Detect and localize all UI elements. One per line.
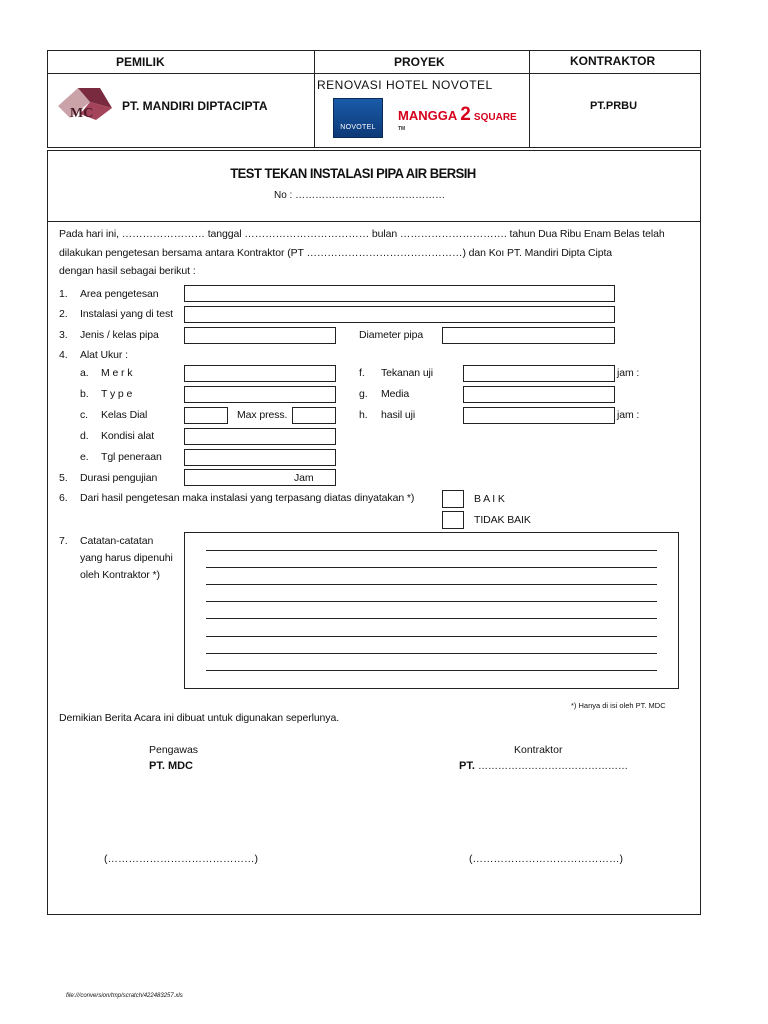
project-name: RENOVASI HOTEL NOVOTEL: [317, 78, 493, 92]
item-7-number: 7.: [59, 535, 68, 547]
catatan-line: [206, 636, 657, 637]
baik-label: B A I K: [474, 493, 505, 505]
signature-right-company: [459, 760, 628, 772]
header-divider-v2: [529, 50, 530, 148]
catatan-line: [206, 550, 657, 551]
footnote: *) Hanya di isi oleh PT. MDC: [571, 701, 666, 710]
type-field[interactable]: [184, 386, 336, 403]
catatan-line: [206, 653, 657, 654]
catatan-line: [206, 670, 657, 671]
item-1-label: Area pengetesan: [80, 288, 159, 300]
item-b-label: T y p e: [101, 388, 133, 400]
item-d-label: Kondisi alat: [101, 430, 155, 442]
signature-right-role: Kontraktor: [514, 744, 563, 756]
item-b-letter: b.: [80, 388, 89, 400]
item-c-label: Kelas Dial: [101, 409, 148, 421]
item-e-label: Tgl peneraan: [101, 451, 162, 463]
tekanan-uji-unit: jam :: [617, 367, 640, 379]
intro-line-2: dilakukan pengetesan bersama antara Kontraktor (PT ………………………………………) dan Koı PT. Mandiri Dipta Cipta: [59, 247, 613, 259]
mangga-logo: [398, 104, 518, 134]
diameter-pipa-label: Diameter pipa: [359, 329, 424, 341]
project-label: PROYEK: [394, 55, 445, 69]
tgl-peneraan-field[interactable]: [184, 449, 336, 466]
item-5-label: Durasi pengujian: [80, 472, 158, 484]
max-press-field[interactable]: [292, 407, 336, 424]
jenis-kelas-pipa-field[interactable]: [184, 327, 336, 344]
item-d-letter: d.: [80, 430, 89, 442]
item-g-letter: g.: [359, 388, 368, 400]
item-e-letter: e.: [80, 451, 89, 463]
form-title: TEST TEKAN INSTALASI PIPA AIR BERSIH: [230, 165, 476, 182]
item-2-number: 2.: [59, 308, 68, 320]
catatan-line: [206, 601, 657, 602]
catatan-line: [206, 584, 657, 585]
hasil-uji-field[interactable]: [463, 407, 615, 424]
kelas-dial-field[interactable]: [184, 407, 228, 424]
signature-right-company-prefix: PT.: [459, 760, 475, 772]
owner-name: PT. MANDIRI DIPTACIPTA: [122, 99, 268, 113]
mc-logo-text: MC: [70, 106, 94, 121]
durasi-unit: Jam: [294, 472, 314, 484]
signature-left-blank: (……………………………………): [104, 853, 258, 865]
tidak-baik-label: TIDAK BAIK: [474, 514, 531, 526]
media-field[interactable]: [463, 386, 615, 403]
mangga-logo-num: 2: [460, 104, 471, 125]
item-4-number: 4.: [59, 349, 68, 361]
item-7-label-1: Catatan-catatan: [80, 535, 154, 547]
header-divider-h: [47, 73, 701, 74]
item-1-number: 1.: [59, 288, 68, 300]
novotel-logo-text: NOVOTEL: [340, 124, 376, 131]
item-6-number: 6.: [59, 492, 68, 504]
closing-statement: Demikian Berita Acara ini dibuat untuk digunakan seperlunya.: [59, 712, 340, 724]
catatan-line: [206, 618, 657, 619]
tidak-baik-checkbox[interactable]: [442, 511, 464, 529]
file-path: file:///conversion/tmp/scratch/422483257.xls: [66, 993, 183, 999]
signature-left-company: PT. MDC: [149, 760, 193, 772]
area-pengetesan-field[interactable]: [184, 285, 615, 302]
owner-label: PEMILIK: [116, 55, 165, 69]
kondisi-alat-field[interactable]: [184, 428, 336, 445]
item-g-label: Media: [381, 388, 410, 400]
mangga-logo-text-a: MANGGA: [398, 108, 458, 123]
item-6-label: Dari hasil pengetesan maka instalasi yang terpasang diatas dinyatakan *): [80, 492, 415, 504]
item-h-label: hasil uji: [381, 409, 416, 421]
form-number: No : ………………………………………: [274, 190, 446, 201]
tekanan-uji-field[interactable]: [463, 365, 615, 382]
contractor-name: PT.PRBU: [590, 100, 638, 112]
catatan-line: [206, 567, 657, 568]
intro-line-1: Pada hari ini, …………………… tanggal ……………………………… bulan …………………………. tahun Dua Ribu Enam Belas telah: [59, 228, 665, 240]
item-2-label: Instalasi yang di test: [80, 308, 173, 320]
item-a-letter: a.: [80, 367, 89, 379]
contractor-label: KONTRAKTOR: [570, 54, 656, 68]
diameter-pipa-field[interactable]: [442, 327, 615, 344]
item-5-number: 5.: [59, 472, 68, 484]
item-3-label: Jenis / kelas pipa: [80, 329, 159, 341]
catatan-box[interactable]: [184, 532, 679, 689]
signature-right-blank: (……………………………………): [469, 853, 623, 865]
max-press-label: Max press.: [237, 409, 288, 421]
merk-field[interactable]: [184, 365, 336, 382]
item-7-label-2: yang harus dipenuhi: [80, 552, 173, 564]
item-c-letter: c.: [80, 409, 88, 421]
signature-left-role: Pengawas: [149, 744, 199, 756]
item-f-letter: f.: [359, 367, 365, 379]
item-f-label: Tekanan uji: [381, 367, 434, 379]
item-a-label: M e r k: [101, 367, 133, 379]
header-divider-v1: [314, 50, 315, 148]
mangga-logo-text-b: SQUARE: [473, 112, 517, 123]
item-3-number: 3.: [59, 329, 68, 341]
hasil-uji-unit: jam :: [617, 409, 640, 421]
item-h-letter: h.: [359, 409, 368, 421]
signature-right-company-dots: ………………………………………: [477, 761, 628, 772]
item-4-label: Alat Ukur :: [80, 349, 128, 361]
instalasi-field[interactable]: [184, 306, 615, 323]
mc-logo: [56, 84, 116, 124]
baik-checkbox[interactable]: [442, 490, 464, 508]
title-divider: [47, 221, 701, 222]
novotel-logo: [333, 98, 383, 138]
intro-line-3: dengan hasil sebagai berikut :: [59, 265, 196, 277]
mangga-logo-tm: TM: [398, 126, 406, 132]
item-7-label-3: oleh Kontraktor *): [80, 569, 160, 581]
